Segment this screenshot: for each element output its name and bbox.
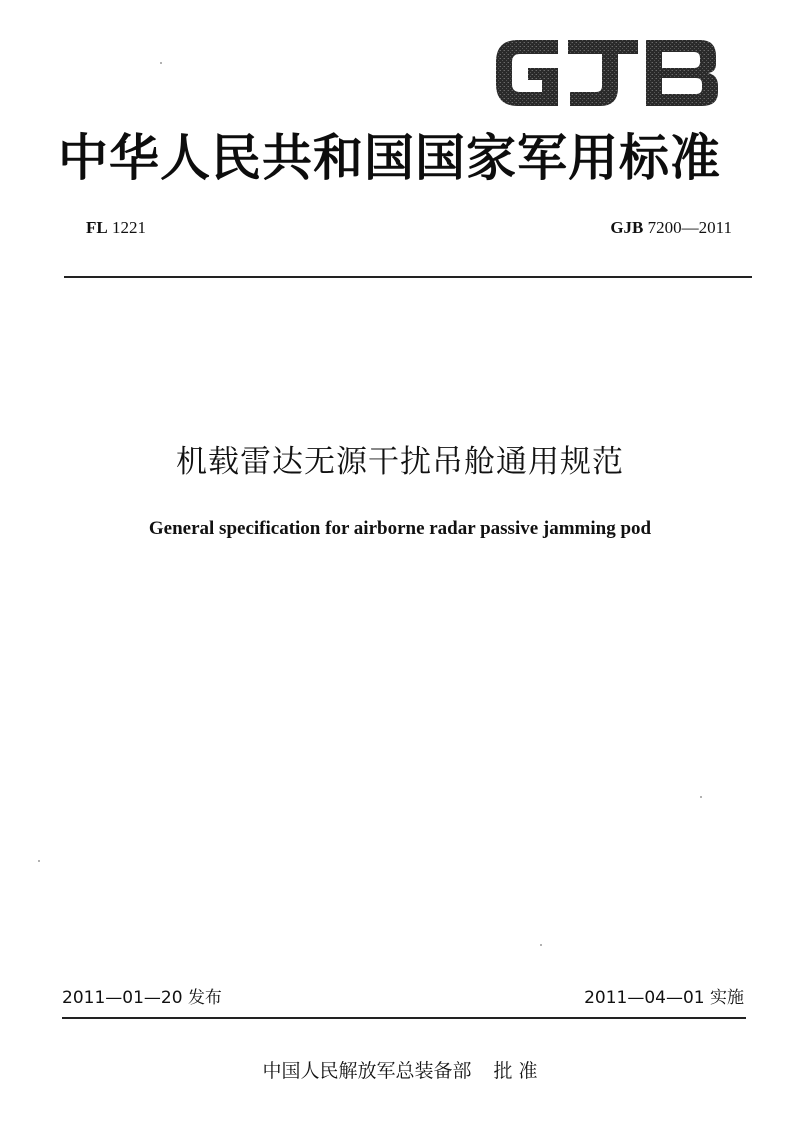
approving-authority xyxy=(0,1056,800,1083)
approval-label: 批 准 xyxy=(493,1060,538,1082)
implementation-date xyxy=(584,983,744,1008)
implementation-date-value: 2011—04—01 xyxy=(584,988,705,1008)
scan-speck xyxy=(38,860,40,862)
document-title-english: General specification for airborne radar passive jamming pod xyxy=(148,518,652,539)
implementation-date-label: 实施 xyxy=(710,988,744,1008)
issue-date xyxy=(62,983,222,1008)
issue-date-value: 2011—01—20 xyxy=(62,988,183,1008)
classification-number: 1221 xyxy=(111,218,146,237)
standard-name: 中华人民共和国国家军用标准 xyxy=(58,129,721,187)
scan-speck xyxy=(540,944,542,946)
standard-number xyxy=(610,218,732,238)
standard-code: 7200—2011 xyxy=(647,218,732,237)
scan-speck xyxy=(160,62,162,64)
issue-date-label: 发布 xyxy=(187,988,222,1008)
gjb-logo xyxy=(488,22,726,122)
document-title-chinese: 机载雷达无源干扰吊舱通用规范 xyxy=(176,444,624,480)
footer-divider xyxy=(62,1017,746,1019)
classification-code xyxy=(86,218,146,238)
classification-label: FL xyxy=(86,218,108,237)
standard-prefix: GJB xyxy=(610,218,644,237)
scan-speck xyxy=(700,796,702,798)
approver-name: 中国人民解放军总装备部 xyxy=(262,1060,472,1082)
header-divider xyxy=(64,276,752,278)
